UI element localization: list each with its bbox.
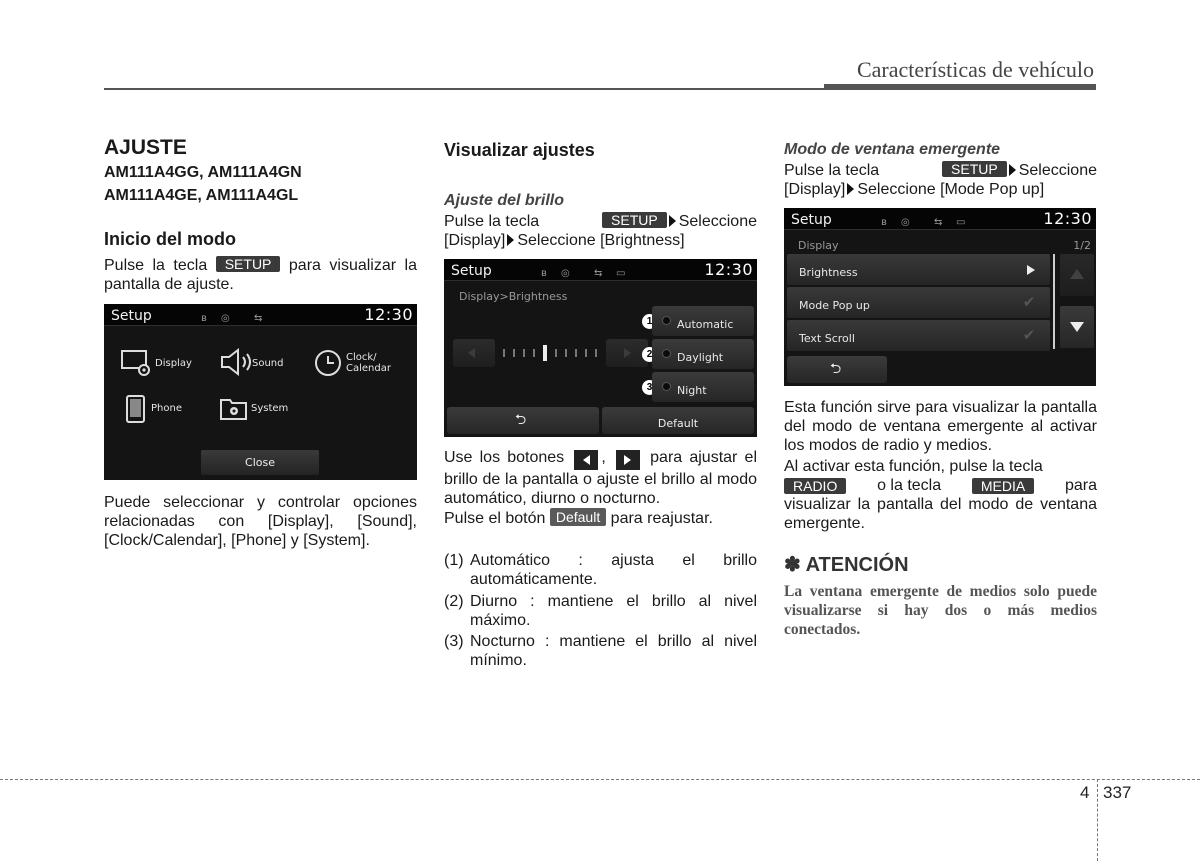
- back-arrow-icon: ⮌: [830, 361, 842, 377]
- default-button-label: Default: [657, 417, 699, 430]
- list-item: [444, 592, 757, 630]
- setup-key: SETUP: [942, 161, 1007, 177]
- activation-text-a: Al activar esta función, pulse la tecla: [784, 458, 1043, 475]
- disc-icon: ◎: [561, 268, 570, 279]
- attention-title: ✽ ATENCIÓN: [784, 554, 909, 576]
- setup-key: SETUP: [216, 256, 281, 272]
- screen-title: Setup: [451, 263, 492, 279]
- triangle-up-icon: [1070, 269, 1084, 279]
- option-label-night: Night: [677, 384, 707, 397]
- activation-text-d: visualizar la pantalla del modo de ventana emergente.: [784, 496, 1097, 532]
- arrow-right-icon: [847, 183, 854, 195]
- instruction-text-c: [Display]: [784, 181, 846, 198]
- brightness-instruction: [444, 212, 757, 250]
- screen-clock: 12:30: [1043, 209, 1092, 228]
- header-rule-accent: [824, 84, 1096, 90]
- screen-subtitle: Display: [798, 239, 839, 252]
- option-automatic[interactable]: [652, 306, 754, 336]
- battery-icon: ▭: [956, 217, 966, 228]
- option-night[interactable]: [652, 372, 754, 402]
- media-key: MEDIA: [972, 478, 1034, 494]
- menu-label-clock-calendar: Clock/ Calendar: [346, 352, 391, 374]
- radio-indicator: [662, 382, 671, 391]
- option-daylight[interactable]: [652, 339, 754, 369]
- instruction-text-b: Seleccione: [1018, 162, 1097, 179]
- list-text: Nocturno : mantiene el brillo al nivel mínimo.: [470, 633, 757, 669]
- running-header: Características de vehículo: [856, 57, 1094, 82]
- instruction-text-b: Seleccione: [678, 213, 757, 230]
- reset-paragraph: [444, 508, 713, 528]
- row-label: Brightness: [799, 266, 858, 279]
- list-row-text-scroll[interactable]: [787, 320, 1050, 351]
- right-arrow-key-icon: [616, 450, 640, 470]
- model-codes-1: AM111A4GG, AM111A4GN: [104, 164, 302, 181]
- screen-clock: 12:30: [364, 305, 413, 324]
- callout-badge-1: 1: [642, 314, 657, 329]
- back-arrow-icon: ⮌: [515, 412, 527, 428]
- screen-clock: 12:30: [704, 260, 753, 279]
- section-title-display: Visualizar ajustes: [444, 140, 595, 160]
- popup-activation: [784, 457, 1097, 533]
- instruction-text-a: Pulse la tecla: [444, 213, 540, 230]
- back-button[interactable]: [787, 356, 887, 383]
- buttons-paragraph: [444, 448, 757, 508]
- chevron-right-icon: [1027, 265, 1035, 275]
- row-label: Text Scroll: [799, 332, 855, 345]
- instruction-text-d: Seleccione [Brightness]: [517, 232, 685, 249]
- folder-gear-icon: [219, 396, 249, 422]
- bluetooth-icon: ʙ: [201, 313, 207, 324]
- option-label-daylight: Daylight: [677, 351, 724, 364]
- instruction-text-d: Seleccione [Mode Pop up]: [857, 181, 1045, 198]
- popup-description: Esta función sirve para visualizar la pantalla del modo de ventana emergente al activar los modos de radio y medios.: [784, 399, 1097, 454]
- checkbox-icon[interactable]: ✔: [1022, 326, 1036, 344]
- page-indicator: 1/2: [1073, 239, 1091, 252]
- screen-breadcrumb: Display>Brightness: [459, 290, 568, 303]
- instruction-text-a: Pulse la tecla: [784, 162, 880, 179]
- popup-instruction: [784, 161, 1097, 199]
- list-number: (2): [444, 593, 464, 610]
- display-gear-icon: [120, 349, 154, 377]
- usb-icon: ⇆: [594, 268, 603, 279]
- list-text: Automático : ajusta el brillo automáticamente.: [470, 552, 757, 588]
- subsection-title-popup: Modo de ventana emergente: [784, 141, 1001, 158]
- disc-icon: ◎: [901, 217, 910, 228]
- arrow-right-icon: [669, 215, 676, 227]
- list-item: [444, 551, 757, 589]
- brightness-screen: [444, 259, 757, 437]
- option-label-automatic: Automatic: [677, 318, 734, 331]
- buttons-text-a: Use los botones: [444, 449, 565, 466]
- default-button[interactable]: [602, 407, 754, 434]
- reset-text-b: para reajustar.: [610, 510, 713, 527]
- bluetooth-icon: ʙ: [881, 217, 887, 228]
- reset-text-a: Pulse el botón: [444, 510, 546, 527]
- activation-text-b: o la tecla: [877, 477, 942, 494]
- speaker-icon: [219, 348, 255, 376]
- instruction-text-c: [Display]: [444, 232, 506, 249]
- screen-title: Setup: [791, 212, 832, 228]
- section-title: AJUSTE: [104, 136, 187, 159]
- model-codes-2: AM111A4GE, AM111A4GL: [104, 187, 299, 204]
- arrow-right-icon: [507, 234, 514, 246]
- buttons-text-b: para ajustar el brillo de la pantalla o ajuste el brillo al modo automático, diurno o nocturno.: [444, 449, 757, 507]
- chapter-number: 4: [1080, 783, 1090, 802]
- subsection-title-brightness: Ajuste del brillo: [444, 192, 565, 209]
- setup-screen: [104, 304, 417, 480]
- radio-key: RADIO: [784, 478, 846, 494]
- list-text: Diurno : mantiene el brillo al nivel máximo.: [470, 593, 757, 629]
- scroll-up-button[interactable]: [1060, 254, 1094, 296]
- close-button[interactable]: Close: [201, 450, 319, 475]
- list-row-brightness[interactable]: [787, 254, 1050, 285]
- list-number: (3): [444, 633, 464, 650]
- menu-label-sound: Sound: [252, 358, 284, 369]
- screen-title: Setup: [111, 308, 152, 324]
- display-settings-screen: [784, 208, 1096, 386]
- menu-label-system: System: [251, 403, 289, 414]
- clock-icon: [313, 348, 343, 378]
- intro-paragraph: [104, 256, 417, 294]
- activation-text-c: para: [1064, 477, 1097, 494]
- phone-icon: [124, 394, 148, 424]
- attention-body: La ventana emergente de medios solo puede visualizarse si hay dos o más medios conectados.: [784, 583, 1097, 638]
- scrollbar[interactable]: [1053, 254, 1055, 349]
- menu-label-display: Display: [155, 358, 192, 369]
- disc-icon: ◎: [221, 313, 230, 324]
- intro-text-b: para visualizar la pantalla de ajuste.: [104, 257, 418, 293]
- left-arrow-key-icon: [574, 450, 598, 470]
- battery-icon: ▭: [616, 268, 626, 279]
- radio-indicator: [662, 349, 671, 358]
- default-key: Default: [550, 508, 606, 526]
- brightness-slider[interactable]: [500, 343, 600, 363]
- intro-text-a: Pulse la tecla: [104, 257, 208, 274]
- list-item: [444, 632, 757, 670]
- scroll-down-button[interactable]: [1060, 306, 1094, 348]
- list-row-mode-pop-up[interactable]: [787, 287, 1050, 318]
- subsection-title: Inicio del modo: [104, 229, 237, 249]
- list-number: (1): [444, 552, 464, 569]
- bluetooth-icon: ʙ: [541, 268, 547, 279]
- arrow-right-icon: [1009, 164, 1016, 176]
- page-number: 337: [1103, 783, 1132, 802]
- row-label: Mode Pop up: [799, 299, 870, 312]
- usb-icon: ⇆: [934, 217, 943, 228]
- triangle-down-icon: [1070, 322, 1084, 332]
- setup-key: SETUP: [602, 212, 667, 228]
- checkbox-icon[interactable]: ✔: [1022, 293, 1036, 311]
- options-paragraph: Puede seleccionar y controlar opciones relacionadas con [Display], [Sound], [Clock/Calendar], [Phone] y [System].: [104, 494, 417, 549]
- back-button[interactable]: [447, 407, 599, 434]
- callout-badge-3: 3: [642, 380, 657, 395]
- brightness-decrease-button[interactable]: [453, 339, 495, 367]
- menu-label-phone: Phone: [151, 403, 182, 414]
- footer-rule: [0, 779, 1200, 780]
- footer-divider: [1097, 779, 1098, 861]
- usb-icon: ⇆: [254, 313, 263, 324]
- comma: ,: [601, 449, 606, 466]
- radio-indicator: [662, 316, 671, 325]
- callout-badge-2: 2: [642, 347, 657, 362]
